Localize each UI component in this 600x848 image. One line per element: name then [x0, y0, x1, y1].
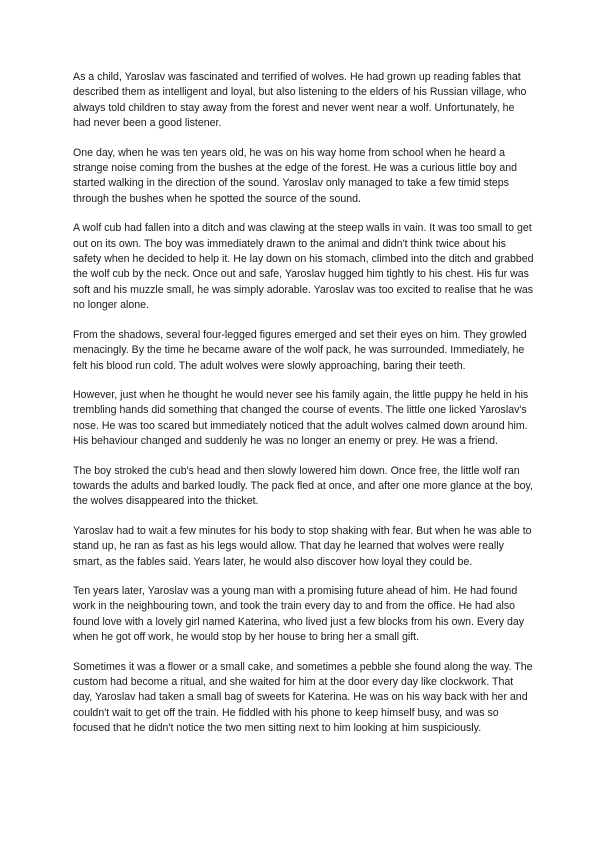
paragraph-4: From the shadows, several four-legged figures emerged and set their eyes on him. They growled menacingly. By the time he became aware of the wolf pack, he was surrounded. Immediately, he felt his blood run cold. The adult wolves were slowly approaching, baring their teeth. — [73, 328, 527, 372]
paragraph-8: Ten years later, Yaroslav was a young man with a promising future ahead of him. He had found work in the neighbouring town, and took the train every day to and from the office. He had also found love with a lovely girl named Katerina, who lived just a few blocks from his own. Every day when he got off work, he would stop by her house to bring her a small gift. — [73, 584, 525, 644]
paragraph-6: The boy stroked the cub's head and then slowly lowered him down. Once free, the little wolf ran towards the adults and barked loudly. The pack fled at once, and after one more glance at the boy, the wolves disappeared into the thicket. — [73, 464, 533, 508]
paragraph-2: One day, when he was ten years old, he was on his way home from school when he heard a strange noise coming from the bushes at the edge of the forest. He was a curious little boy and started walking in the direction of the sound. Yaroslav only managed to take a few timid steps through the bushes when he spotted the source of the sound. — [73, 146, 518, 205]
paragraph-5: However, just when he thought he would never see his family again, the little puppy he held in his trembling hands did something that changed the course of events. The little one licked Yaroslav's nose. He was too scared but immediately noticed that the adult wolves calmed down around him. His behaviour changed and suddenly he was no longer an enemy or prey. He was a friend. — [73, 388, 529, 448]
story-text — [73, 70, 535, 751]
paragraph-9: Sometimes it was a flower or a small cake, and sometimes a pebble she found along the way. The custom had become a ritual, and she waited for him at the door every day like clockwork. That day, Yaroslav had taken a small bag of sweets for Katerina. He was on his way back with her and couldn't wait to get off the train. He fiddled with his phone to keep himself busy, and was so focused that he didn't notice the two men sitting next to him looking at him suspiciously. — [73, 660, 533, 735]
paragraph-1: As a child, Yaroslav was fascinated and terrified of wolves. He had grown up reading fables that described them as intelligent and loyal, but also listening to the elders of his Russian village, who always told children to stay away from the forest and never went near a wolf. Unfortunately, he had never been a good listener. — [73, 71, 527, 130]
paragraph-3: A wolf cub had fallen into a ditch and was clawing at the steep walls in vain. It was too small to get out on its own. The boy was immediately drawn to the animal and didn't think twice about his safety when he decided to help it. He lay down on his stomach, climbed into the ditch and grabbed the wolf cub by the neck. Once out and safe, Yaroslav hugged him tightly to his chest. His fur was soft and his muzzle small, he was simply adorable. Yaroslav was too excited to realise that he was no longer alone. — [73, 222, 534, 312]
paragraph-7: Yaroslav had to wait a few minutes for his body to stop shaking with fear. But when he was able to stand up, he ran as fast as his legs would allow. That day he learned that wolves were really smart, as the fables said. Years later, he would also discover how loyal they could be. — [73, 524, 532, 568]
